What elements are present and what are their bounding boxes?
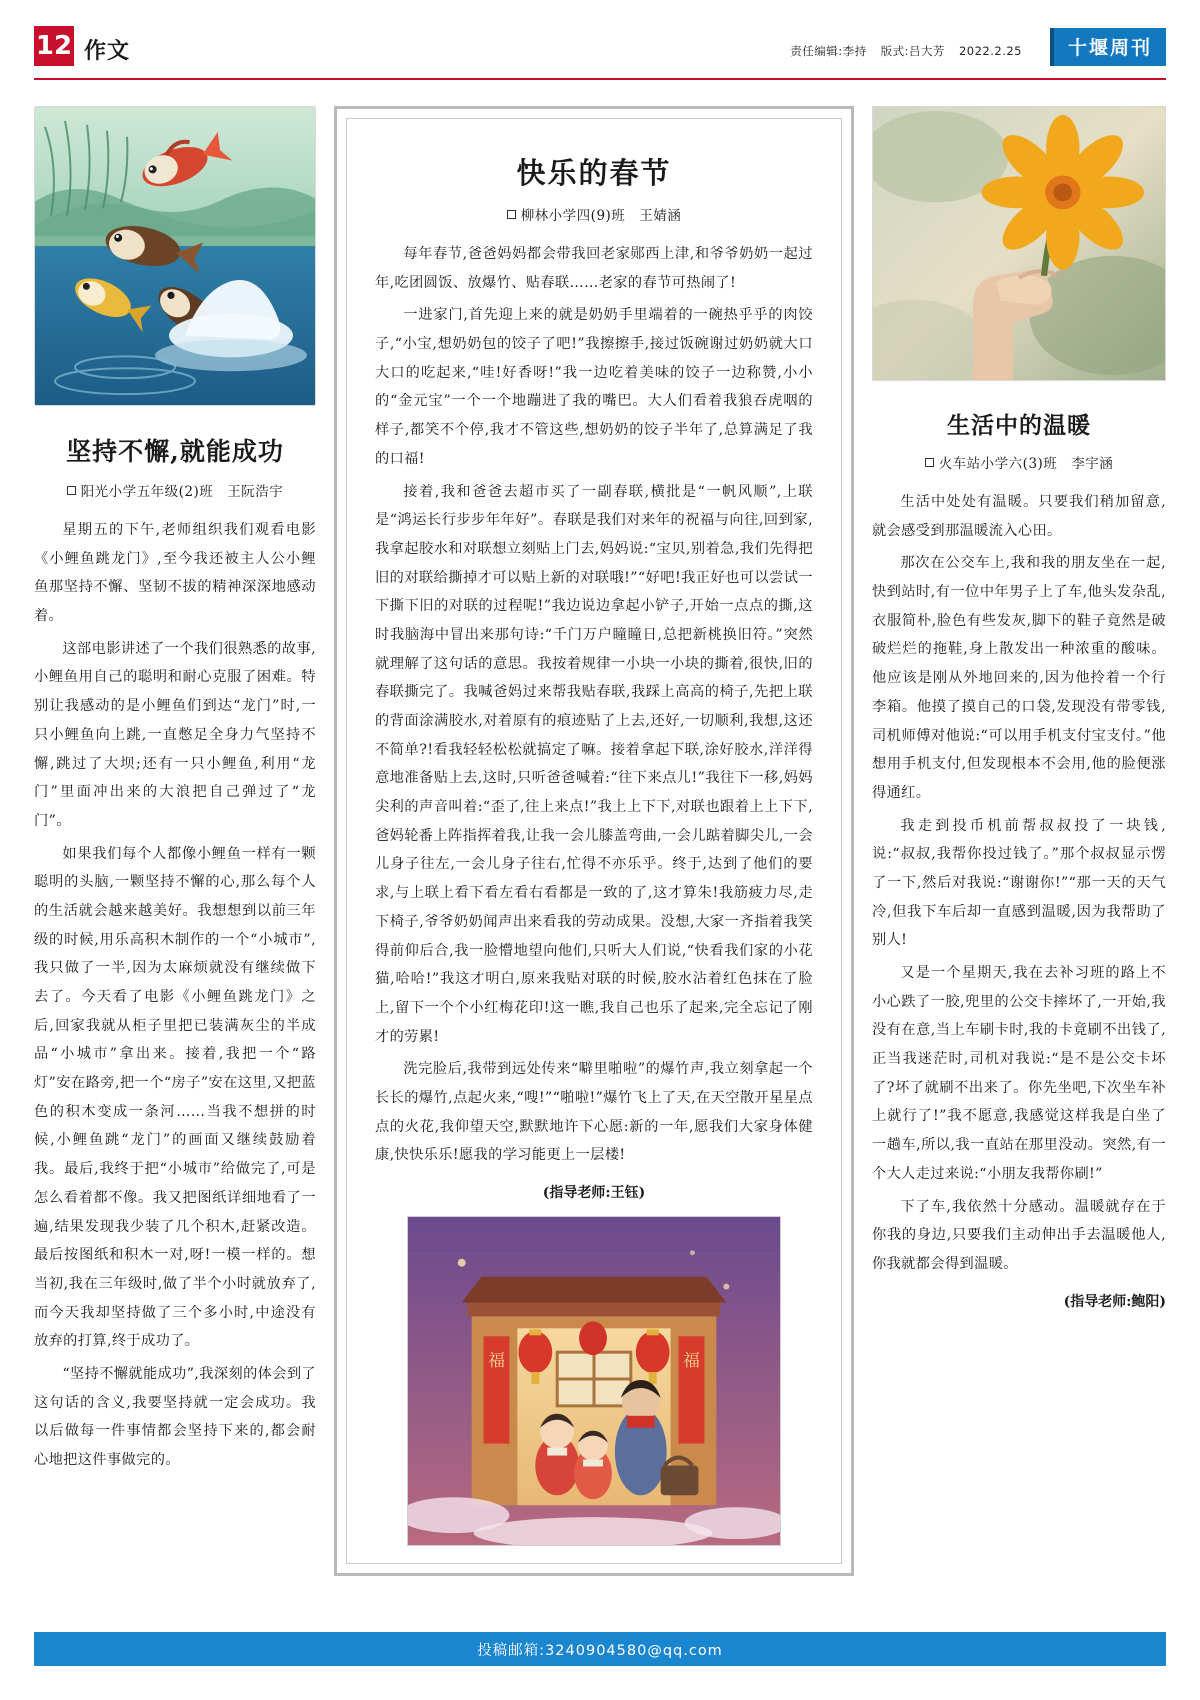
left-paragraph: 如果我们每个人都像小鲤鱼一样有一颗聪明的头脑,一颗坚持不懈的心,那么每个人的生活就会越来越美好。我想想到以前三年级的时候,用乐高积木制作的一个“小城市”,我只做了一半,因为太麻烦就没有继续做下去了。今天看了电影《小鲤鱼跳龙门》之后,回家我就从柜子里把已装满灰尘的半成品“小城市”拿出来。接着,我把一个“路灯”安在路旁,把一个“房子”安在这里,又把蓝色的积木变成一条河……当我不想拼的时候,小鲤鱼跳“龙门”的画面又继续鼓励着我。最后,我终于把“小城市”给做完了,可是怎么看着都不像。我又把图纸详细地看了一遍,结果发现我少装了几个积木,赶紧改造。最后按图纸和积木一对,呀!一模一样的。想当初,我在三年级时,做了半个小时就放弃了,而今天我却坚持做了三个多小时,中途没有放弃的打算,终于成功了。	[34, 845, 316, 1350]
left-byline-text: 阳光小学五年级(2)班 王阮浩宇	[80, 484, 284, 500]
middle-paragraph: 接着,我和爸爸去超市买了一副春联,横批是“一帆风顺”,上联是“鸿运长行步步年年好”。春联是我们对来年的祝福与向往,回到家,我拿起胶水和对联想立刻贴上门去,妈妈说:“宝贝,别着急,我们先得把旧的对联给撕掉才可以贴上新的对联哦!”“好吧!我正好也可以尝试一下撕下旧的对联的过程呢!”我边说边拿起小铲子,开始一点点的撕,这时我脑海中冒出来那句诗:“千门万户瞳瞳日,总把新桃换旧符。”突然就理解了这句话的意思。我按着规律一小块一小块的撕着,很快,旧的春联撕完了。我喊爸妈过来帮我贴春联,我踩上高高的椅子,先把上联的背面涂满胶水,对着原有的痕迹贴了上去,还好,一切顺利,我想,这还不简单?!看我轻轻松松就搞定了嘛。接着拿起下联,涂好胶水,洋洋得意地准备贴上去,这时,只听爸爸喊着:“往下来点儿!”我往下一移,妈妈尖利的声音叫着:“歪了,往上来点!”我上上下下,对联也跟着上上下下,爸妈轮番上阵指挥着我,让我一会儿膝盖弯曲,一会儿踮着脚尖儿,一会儿身子往左,一会儿身子往右,忙得不亦乐乎。终于,达到了他们的要求,与上联上看下看左看右看都是一致的了,这才算朱!我筋疲力尽,走下椅子,爷爷奶奶闻声出来看我的劳动成果。没想,大家一齐指着我笑得前仰后合,我一脸懵地望向他们,只听大人们说,“快看我们家的小花猫,哈哈!”我这才明白,原来我贴对联的时候,胶水沾着红色抹在了脸上,留下一个个小红梅花印!这一瞧,我自己也乐了起来,完全忘记了刚才的劳累!	[375, 483, 813, 1045]
footer-bar	[34, 1632, 1166, 1666]
spring-festival-family-doorway-illustration	[407, 1216, 781, 1546]
middle-teacher-credit: (指导老师:王钰)	[542, 1185, 646, 1201]
masthead-right	[790, 36, 1166, 66]
right-paragraph: 生活中处处有温暖。只要我们稍加留意,就会感受到那温暖流入心田。	[872, 494, 1166, 539]
issue-date: 2022.2.25	[958, 44, 1022, 58]
featured-article-frame	[334, 106, 854, 1576]
layout-credit: 版式:吕大芳	[880, 44, 945, 58]
middle-paragraph: 一进家门,首先迎上来的就是奶奶手里端着的一碗热乎乎的肉饺子,“小宝,想奶奶包的饺子了吧!”我擦擦手,接过饭碗谢过奶奶就大口大口的吃起来,“哇!好香呀!”我一边吃着美味的饺子一边称赞,小小的“金元宝”一个一个地蹦进了我的嘴巴。大人们看着我狼吞虎咽的样子,都笑不个停,我才不管这些,想奶奶的饺子半年了,总算满足了我的口福!	[375, 307, 813, 467]
right-paragraph: 又是一个星期天,我在去补习班的路上不小心跌了一胶,兜里的公交卡摔坏了,一开始,我没有在意,当上车刷卡时,我的卡竟刷不出钱了,正当我迷茫时,司机对我说:“是不是公交卡坏了?坏了就刷不出来了。你先坐吧,下次坐车补上就行了!”我不愿意,我感觉这样我是白坐了一趟车,所以,我一直站在那里没动。突然,有一个大人走过来说:“小朋友我帮你刷!”	[872, 965, 1166, 1182]
credits	[790, 43, 1036, 59]
bullet-square-icon	[925, 458, 934, 467]
right-article-byline	[872, 452, 1166, 472]
right-byline-text: 火车站小学六(3)班 李宇涵	[938, 456, 1114, 472]
right-paragraph: 我走到投币机前帮叔叔投了一块钱,说:“叔叔,我帮你投过钱了。”那个叔叔显示愣了一下,然后对我说:“谢谢你!”“那一天的天气冷,但我下车后却一直感到温暖,因为我帮助了别人!	[872, 817, 1166, 949]
section-title: 作文	[84, 38, 131, 64]
content-columns	[34, 106, 1166, 1576]
middle-column	[334, 106, 854, 1576]
right-teacher-credit: (指导老师:鲍阳)	[1063, 1293, 1166, 1310]
middle-article-title: 快乐的春节	[516, 156, 672, 190]
middle-paragraph: 每年春节,爸爸妈妈都会带我回老家郧西上津,和爷爷奶奶一起过年,吃团圆饭、放爆竹、贴春联……老家的春节可热闹了!	[375, 246, 813, 291]
right-paragraph: 那次在公交车上,我和我的朋友坐在一起,快到站时,有一位中年男子上了车,他头发杂乱,衣服简朴,脸色有些发灰,脚下的鞋子竟然是破破烂烂的拖鞋,身上散发出一种浓重的酸味。他应该是刚从外地回来的,因为他拎着一个行李箱。他摸了摸自己的口袋,发现没有带零钱,司机师傅对他说:“可以用手机支付宝支付。”他想用手机支付,但发现根本不会用,他的脸便涨得通红。	[872, 555, 1166, 801]
left-paragraph: “坚持不懈就能成功”,我深刻的体会到了这句话的含义,我要坚持就一定会成功。我以后做每一件事情都会坚持下来的,都会耐心地把这件事做完的。	[34, 1365, 317, 1468]
left-paragraph: 星期五的下午,老师组织我们观看电影《小鲤鱼跳龙门》,至今我还被主人公小鲤鱼那坚持不懈、坚韧不拔的精神深深地感动着。	[34, 522, 316, 625]
editor-credit: 责任编辑:李持	[790, 44, 867, 58]
middle-byline-text: 柳林小学四(9)班 王婧涵	[520, 208, 682, 224]
bullet-square-icon	[67, 486, 76, 495]
middle-article-byline	[375, 204, 813, 224]
hand-holding-yellow-flower-photo	[872, 106, 1166, 381]
left-article-title: 坚持不懈,就能成功	[66, 437, 284, 466]
svg-text:福: 福	[683, 1350, 700, 1371]
bullet-square-icon	[507, 210, 516, 219]
masthead	[34, 22, 1166, 80]
right-article-title: 生活中的温暖	[947, 412, 1091, 439]
right-paragraph: 下了车,我依然十分感动。温暖就存在于你我的身边,只要我们主动伸出手去温暖他人,你我就都会得到温暖。	[872, 1198, 1166, 1272]
middle-paragraph: 洗完脸后,我带到远处传来“噼里啪啦”的爆竹声,我立刻拿起一个长长的爆竹,点起火来,“嗖!”“啪啦!”爆竹飞上了天,在天空散开星星点点的火花,我仰望天空,默默地许下心愿:新的一年,愿我们大家身体健康,快快乐乐!愿我的学习能更上一层楼!	[375, 1061, 813, 1164]
carp-leaping-dragon-gate-illustration	[34, 106, 316, 406]
brand-logo: 十堰周刊	[1050, 28, 1166, 66]
right-column	[854, 106, 1166, 1576]
submission-email: 投稿邮箱:3240904580@qq.com	[477, 1642, 723, 1659]
left-paragraph: 这部电影讲述了一个我们很熟悉的故事,小鲤鱼用自己的聪明和耐心克服了困难。特别让我感动的是小鲤鱼们到达“龙门”时,一只小鲤鱼向上跳,一直憋足全身力气坚持不懈,跳过了大坝;还有一只小鲤鱼,利用“龙门”里面冲出来的大浪把自己弹过了“龙门”。	[34, 640, 316, 829]
left-column	[34, 106, 334, 1576]
page-number-badge: 12	[34, 26, 74, 66]
left-article-byline	[34, 480, 316, 500]
featured-article-inner	[346, 118, 842, 1564]
svg-text:福: 福	[488, 1350, 505, 1371]
